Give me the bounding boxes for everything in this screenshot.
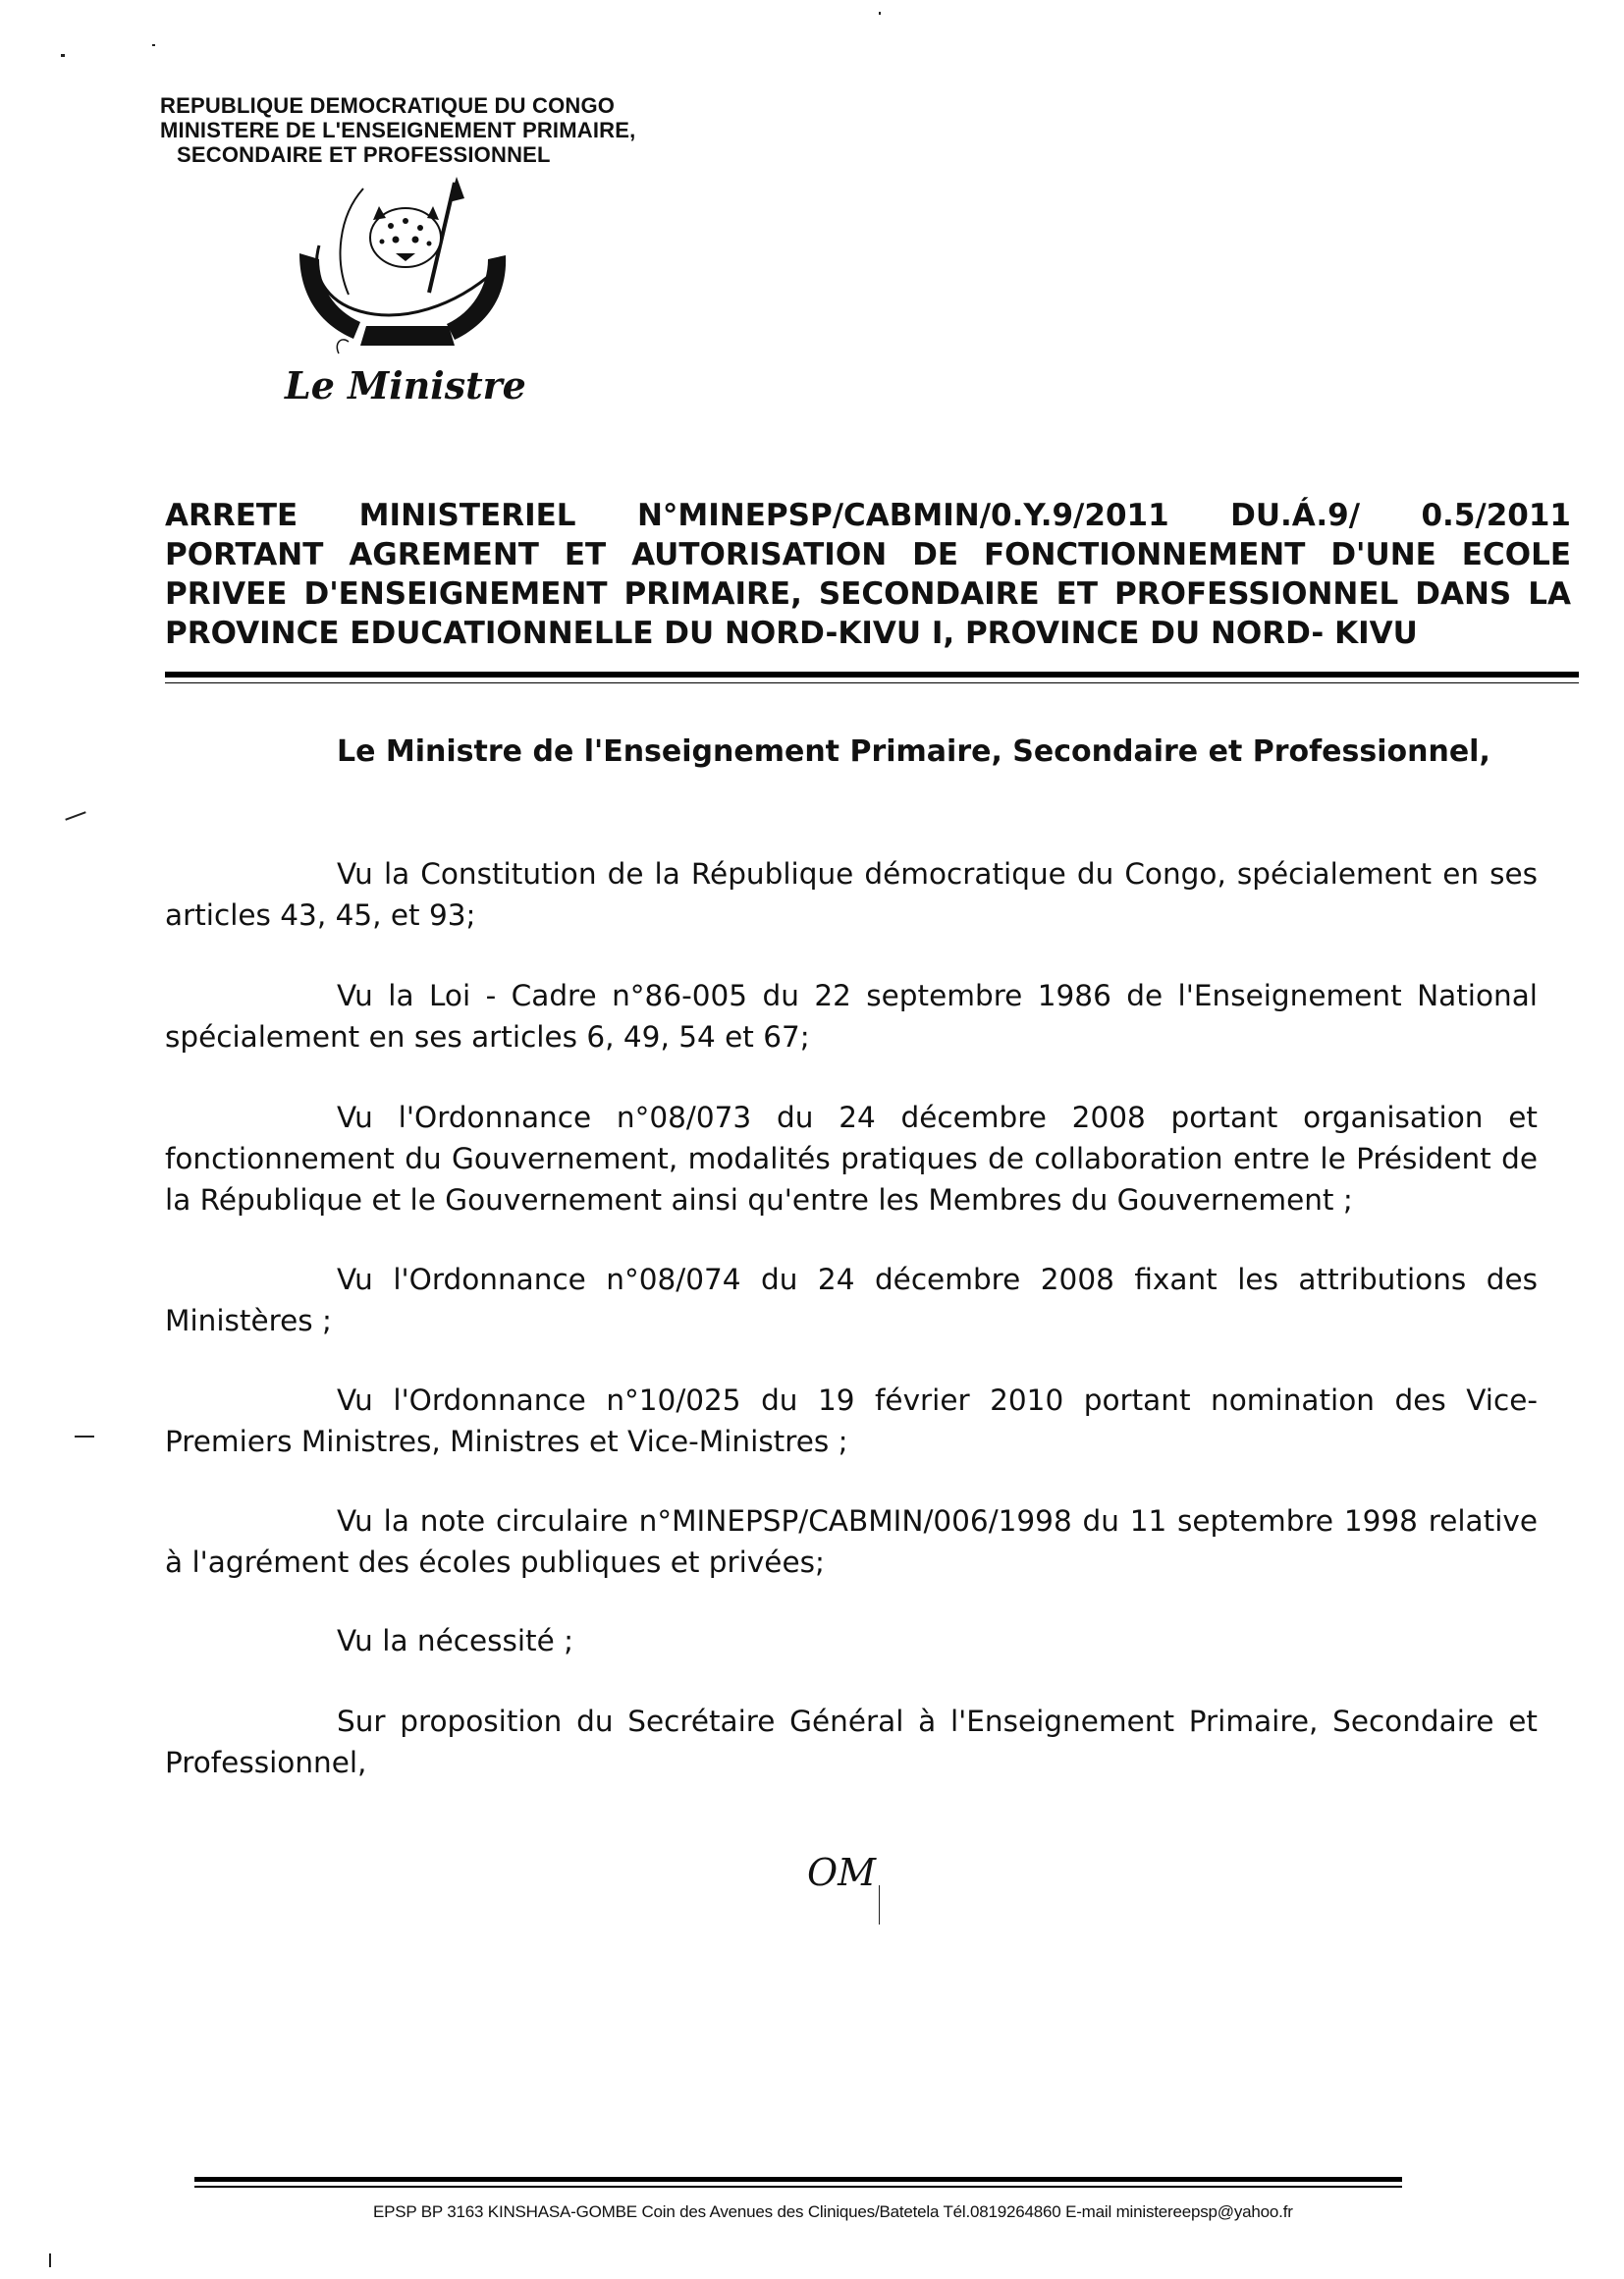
scan-speck (152, 44, 155, 46)
paragraph-ordonnance-08-074: Vu l'Ordonnance n°08/074 du 24 décembre 2008 fixant les attributions des Ministères ; (165, 1263, 1538, 1337)
scan-speck (49, 2253, 51, 2267)
header-republic: REPUBLIQUE DEMOCRATIQUE DU CONGO (160, 93, 616, 118)
decree-title-line-3: PRIVEE D'ENSEIGNEMENT PRIMAIRE, SECONDAIRE ET PROFESSIONNEL DANS LA (165, 576, 1571, 612)
paragraph-constitution: Vu la Constitution de la République démocratique du Congo, spécialement en ses articles 43, 45, et 93; (165, 857, 1538, 932)
header-ministry: MINISTERE DE L'ENSEIGNEMENT PRIMAIRE, (160, 118, 636, 142)
title-divider-thin (165, 682, 1579, 683)
footer-divider-thin (194, 2186, 1402, 2188)
title-divider (165, 672, 1579, 678)
header-ministry-cont: SECONDAIRE ET PROFESSIONNEL (177, 142, 551, 167)
leopard-coat-of-arms-icon (280, 177, 535, 363)
decree-title-line-4: PROVINCE EDUCATIONNELLE DU NORD-KIVU I, PROVINCE DU NORD- KIVU (165, 616, 1418, 651)
minister-signature-title: Le Ministre (285, 363, 526, 407)
paragraph-loi-cadre: Vu la Loi - Cadre n°86-005 du 22 septembre 1986 de l'Enseignement National spécialement en ses articles 6, 49, 54 et 67; (165, 979, 1538, 1054)
paragraph-note-circulaire: Vu la note circulaire n°MINEPSP/CABMIN/006/1998 du 11 septembre 1998 relative à l'agrément des écoles publiques et privées; (165, 1504, 1538, 1579)
scan-speck (65, 811, 85, 820)
decree-title-line-2: PORTANT AGREMENT ET AUTORISATION DE FONCTIONNEMENT D'UNE ECOLE (165, 537, 1571, 572)
footer-contact: EPSP BP 3163 KINSHASA-GOMBE Coin des Avenues des Cliniques/Batetela Tél.0819264860 E-mail ministereepsp@yahoo.fr (373, 2202, 1293, 2221)
paragraph-ordonnance-10-025: Vu l'Ordonnance n°10/025 du 19 février 2010 portant nomination des Vice-Premiers Ministres, Ministres et Vice-Ministres ; (165, 1384, 1538, 1458)
scan-speck (61, 54, 65, 57)
handwritten-initials: OM (807, 1851, 877, 1894)
decree-title-line-1: ARRETE MINISTERIEL N°MINEPSP/CABMIN/0.Y.9/2011 DU.Á.9/ 0.5/2011 (165, 498, 1571, 533)
minister-title: Le Ministre de l'Enseignement Primaire, Secondaire et Professionnel, (337, 734, 1490, 769)
paragraph-necessite: Vu la nécessité ; (337, 1624, 574, 1657)
paragraph-proposition: Sur proposition du Secrétaire Général à l'Enseignement Primaire, Secondaire et Professionnel, (165, 1705, 1538, 1779)
scan-speck (879, 12, 881, 15)
scan-speck (75, 1436, 94, 1438)
paragraph-ordonnance-08-073: Vu l'Ordonnance n°08/073 du 24 décembre 2008 portant organisation et fonctionnement du Gouvernement, modalités pratiques de collaboration entre le Président de la République et le Gouvernement ainsi qu'entre les Membres du Gouvernement ; (165, 1101, 1538, 1217)
scan-speck (879, 1885, 880, 1925)
footer-divider (194, 2177, 1402, 2182)
